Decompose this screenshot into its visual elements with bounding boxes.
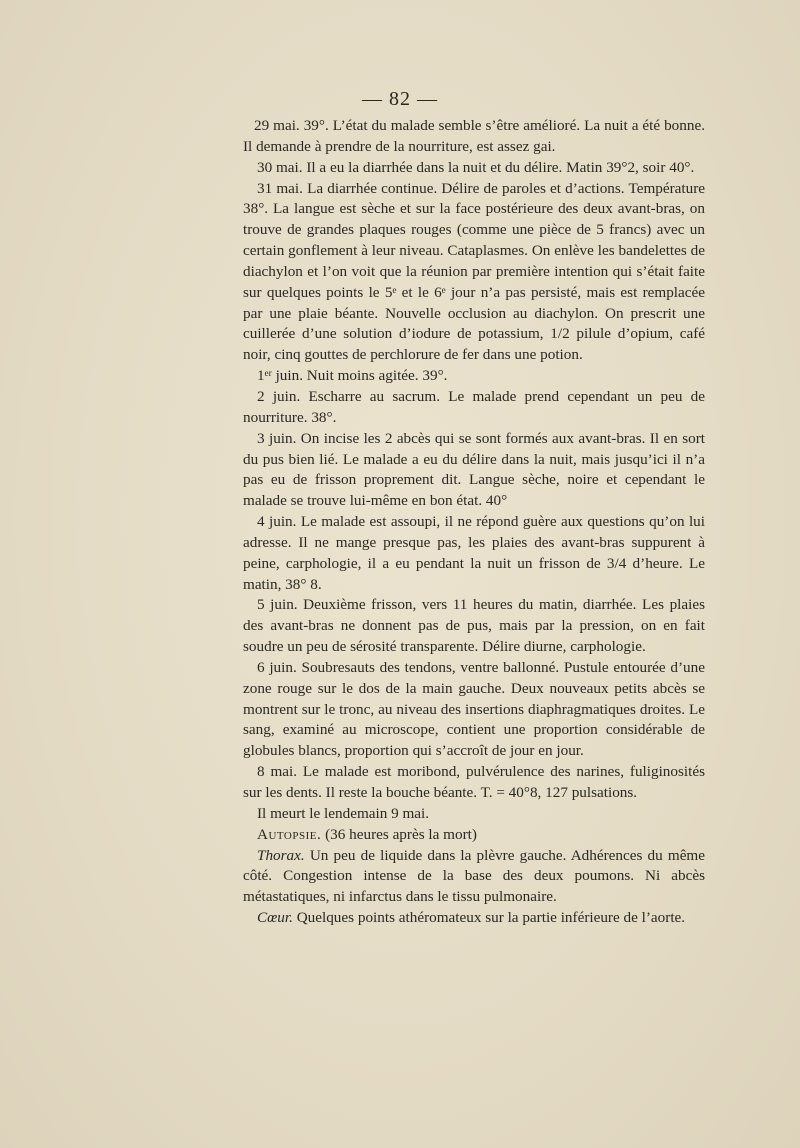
coeur-label: Cœur. [257, 909, 293, 927]
paragraph-thorax [243, 846, 705, 909]
thorax-label: Thorax. [257, 846, 305, 864]
paragraph-3-juin: 3 juin. On incise les 2 abcès qui se sont formés aux avant-bras. Il en sort du pus bien lié. Le malade a eu du délire dans la nuit, mais jusqu’ici il n’a pas eu de frisson proprement dit. Langue sèche, noire et cependant le malade se trouve lui-même en bon état. 40° [243, 429, 705, 510]
paragraph-autopsie [243, 825, 705, 846]
paragraph-8-mai: 8 mai. Le malade est moribond, pulvérulence des narines, fuliginosités sur les dents. Il reste la bouche béante. T. = 40°8, 127 pulsations. [243, 763, 705, 801]
paragraph-4-juin: 4 juin. Le malade est assoupi, il ne répond guère aux questions qu’on lui adresse. Il ne mange presque pas, les plaies des avant-bras suppurent à peine, carphologie, il a eu pendant la nuit un frisson de 3/4 d’heure. Le matin, 38° 8. [243, 513, 705, 593]
paragraph-death: Il meurt le lendemain 9 mai. [257, 804, 430, 822]
paragraph-5-juin: 5 juin. Deuxième frisson, vers 11 heures du matin, diarrhée. Les plaies des avant-bras ne donnent pas de pus, mais par la pression, on en fait soudre un peu de sérosité transparente. Délire diurne, carphologie. [243, 596, 705, 656]
paragraph-29-mai: 29 mai. 39°. L’état du malade semble s’être amélioré. La nuit a été bonne. Il demande à prendre de la nourriture, est assez gai. [243, 117, 705, 155]
thorax-text: Un peu de liquide dans la plèvre gauche. Adhérences du même côté. Congestion intense de la base des deux poumons. Ni abcès métastatiques, ni infarctus dans le tissu pulmonaire. [243, 846, 705, 906]
paragraph-30-mai: 30 mai. Il a eu la diarrhée dans la nuit et du délire. Matin 39°2, soir 40°. [257, 158, 695, 176]
paragraph-31-mai: 31 mai. La diarrhée continue. Délire de paroles et d’actions. Température 38°. La langue est sèche et sur la face postérieure des deux avant-bras, on trouve de grandes plaques rouges (comme une pièce de 5 francs) avec un certain gonflement à leur niveau. Cataplasmes. On enlève les bandelettes de diachylon et l’on voit que la réunion par première intention qui s’était faite sur quelques points le 5ᵉ et le 6ᵉ jour n’a pas persisté, mais est remplacée par une plaie béante. Nouvelle occlusion au diachylon. On prescrit une cuillerée d’une solution d’iodure de potassium, 1/2 pilule d’opium, café noir, cinq gouttes de perchlorure de fer dans une potion. [243, 179, 705, 364]
paragraph-1-juin: 1ᵉʳ juin. Nuit moins agitée. 39°. [257, 367, 448, 385]
coeur-text: Quelques points athéromateux sur la partie inférieure de l’aorte. [292, 909, 686, 927]
paragraph-2-juin: 2 juin. Escharre au sacrum. Le malade prend cependant un peu de nourriture. 38°. [243, 387, 705, 426]
page-number: — 82 — [362, 88, 438, 110]
paragraph-coeur [243, 908, 705, 929]
paragraph-6-juin: 6 juin. Soubresauts des tendons, ventre ballonné. Pustule entourée d’une zone rouge sur le dos de la main gauche. Deux nouveaux petits abcès se montrent sur le tronc, au niveau des insertions diaphragmatiques droites. Le sang, examiné au microscope, contient une proportion considérable de globules blancs, proportion qui s’accroît de jour en jour. [243, 658, 705, 760]
autopsie-label: Autopsie. [257, 825, 322, 843]
body-text [243, 116, 705, 929]
autopsie-text: (36 heures après la mort) [321, 825, 477, 843]
